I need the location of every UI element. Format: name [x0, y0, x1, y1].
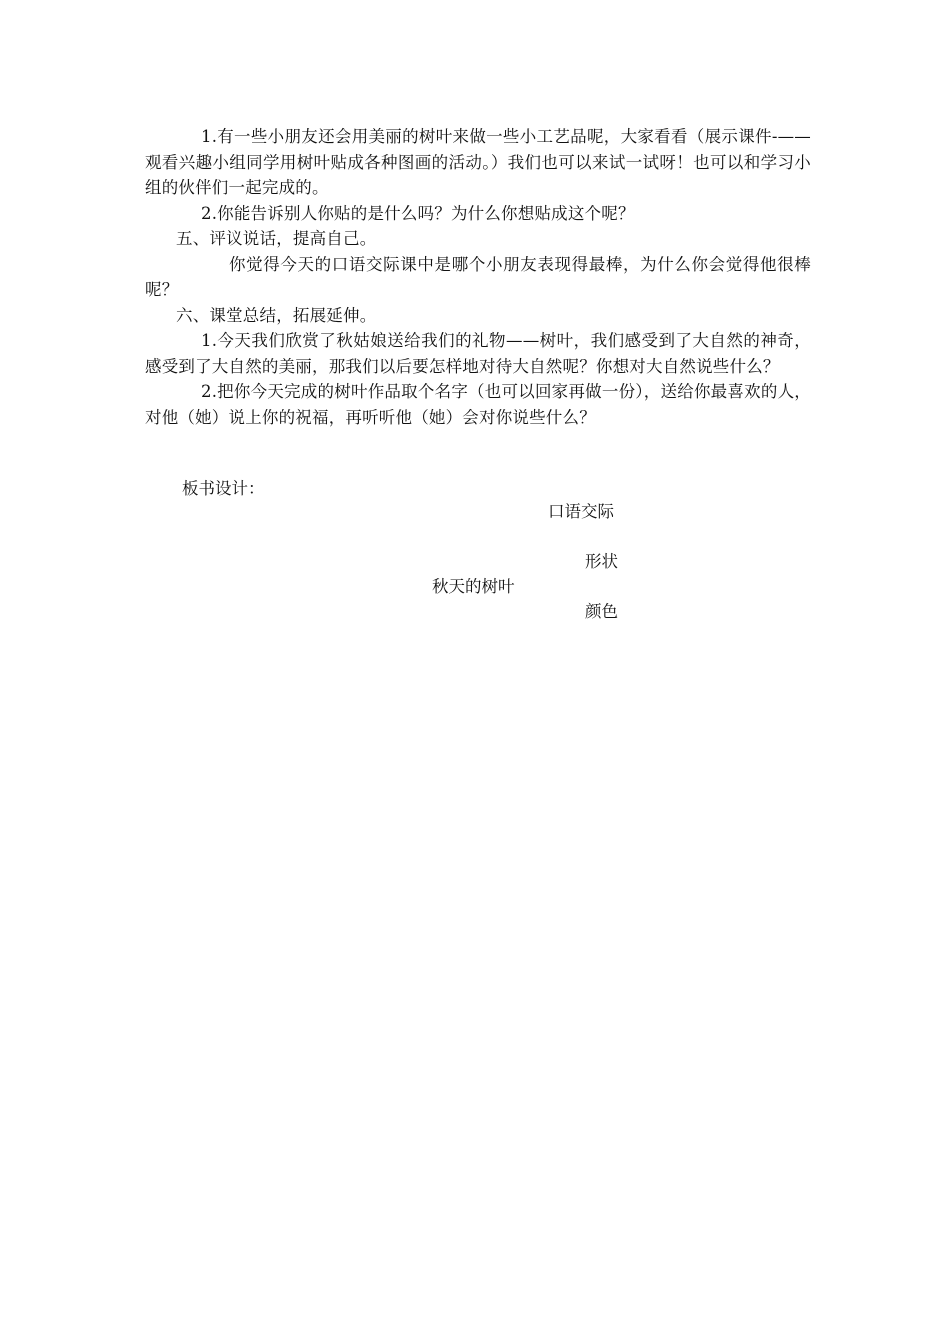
section-heading-summary: 六、课堂总结，拓展延伸。	[176, 305, 377, 325]
paragraph-craft-activity: 1.有一些小朋友还会用美丽的树叶来做一些小工艺品呢，大家看看（展示课件-——观看兴趣小组同学用树叶贴成各种图画的活动。）我们也可以来试一试呀！也可以和学习小组的伙伴们一起完成的。	[145, 127, 811, 197]
lesson-text	[145, 124, 811, 430]
paragraph-tell-others: 2.你能告诉别人你贴的是什么吗？为什么你想贴成这个呢？	[201, 203, 635, 223]
board-design-label: 板书设计：	[182, 479, 265, 498]
board-item-shape: 形状	[585, 552, 618, 571]
board-item-color: 颜色	[585, 602, 618, 621]
paragraph-nature-gift: 1.今天我们欣赏了秋姑娘送给我们的礼物——树叶，我们感受到了大自然的神奇，感受到了大自然的美丽，那我们以后要怎样地对待大自然呢？你想对大自然说些什么？	[145, 331, 811, 376]
section-heading-evaluate: 五、评议说话，提高自己。	[176, 229, 377, 248]
board-title: 口语交际	[548, 502, 614, 521]
board-main-topic: 秋天的树叶	[432, 577, 515, 596]
paragraph-best-speaker: 你觉得今天的口语交际课中是哪个小朋友表现得最棒，为什么你会觉得他很棒呢？	[145, 254, 811, 299]
paragraph-name-artwork: 2.把你今天完成的树叶作品取个名字（也可以回家再做一份），送给你最喜欢的人，对他（她）说上你的祝福，再听听他（她）会对你说些什么？	[145, 382, 811, 427]
